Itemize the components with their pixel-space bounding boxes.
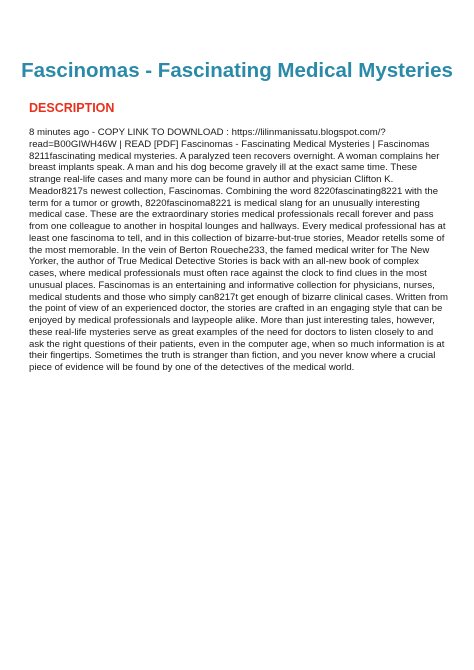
description-body: 8 minutes ago - COPY LINK TO DOWNLOAD : https://lilinmanissatu.blogspot.com/?read=B00GIWH46W | READ [PDF] Fascinomas - Fascinating Medical Mysteries | Fascinomas 8211fascinating medical mysteries. A paralyzed teen recovers overnight. A woman complains her breast implants speak. A man and his dog become gravely ill at the exact same time. These strange real-life cases and many more can be found in author and physician Clifton K. Meador8217s newest collection, Fascinomas. Combining the word 8220fascinating8221 with the term for a tumor or growth, 8220fascinoma8221 is medical slang for an unusually interesting medical case. These are the extraordinary stories medical professionals recall forever and pass from one colleague to another in hospital lounges and hallways. Every medical professional has at least one fascinoma to tell, and in this collection of bizarre-but-true stories, Meador retells some of the most memorable. In the vein of Berton Roueche233, the famed medical writer for The New Yorker, the author of True Medical Detective Stories is back with an all-new book of complex cases, where medical professionals must often race against the clock to find clues in the most unusual places. Fascinomas is an entertaining and informative collection for physicians, nurses, medical students and those who simply can8217t get enough of bizarre clinical cases. Written from the point of view of an experienced doctor, the stories are crafted in an engaging style that can be enjoyed by medical professionals and laypeople alike. More than just interesting tales, however, these real-life mysteries serve as great examples of the need for doctors to listen closely to and ask the right questions of their patients, even in the computer age, when so much information is at their fingertips. Sometimes the truth is stranger than fiction, and you never know where a crucial piece of evidence will be found by one of the detectives of the medical world. [29,127,448,373]
description-heading: DESCRIPTION [29,101,115,115]
document-title: Fascinomas - Fascinating Medical Mysteries [21,59,453,82]
